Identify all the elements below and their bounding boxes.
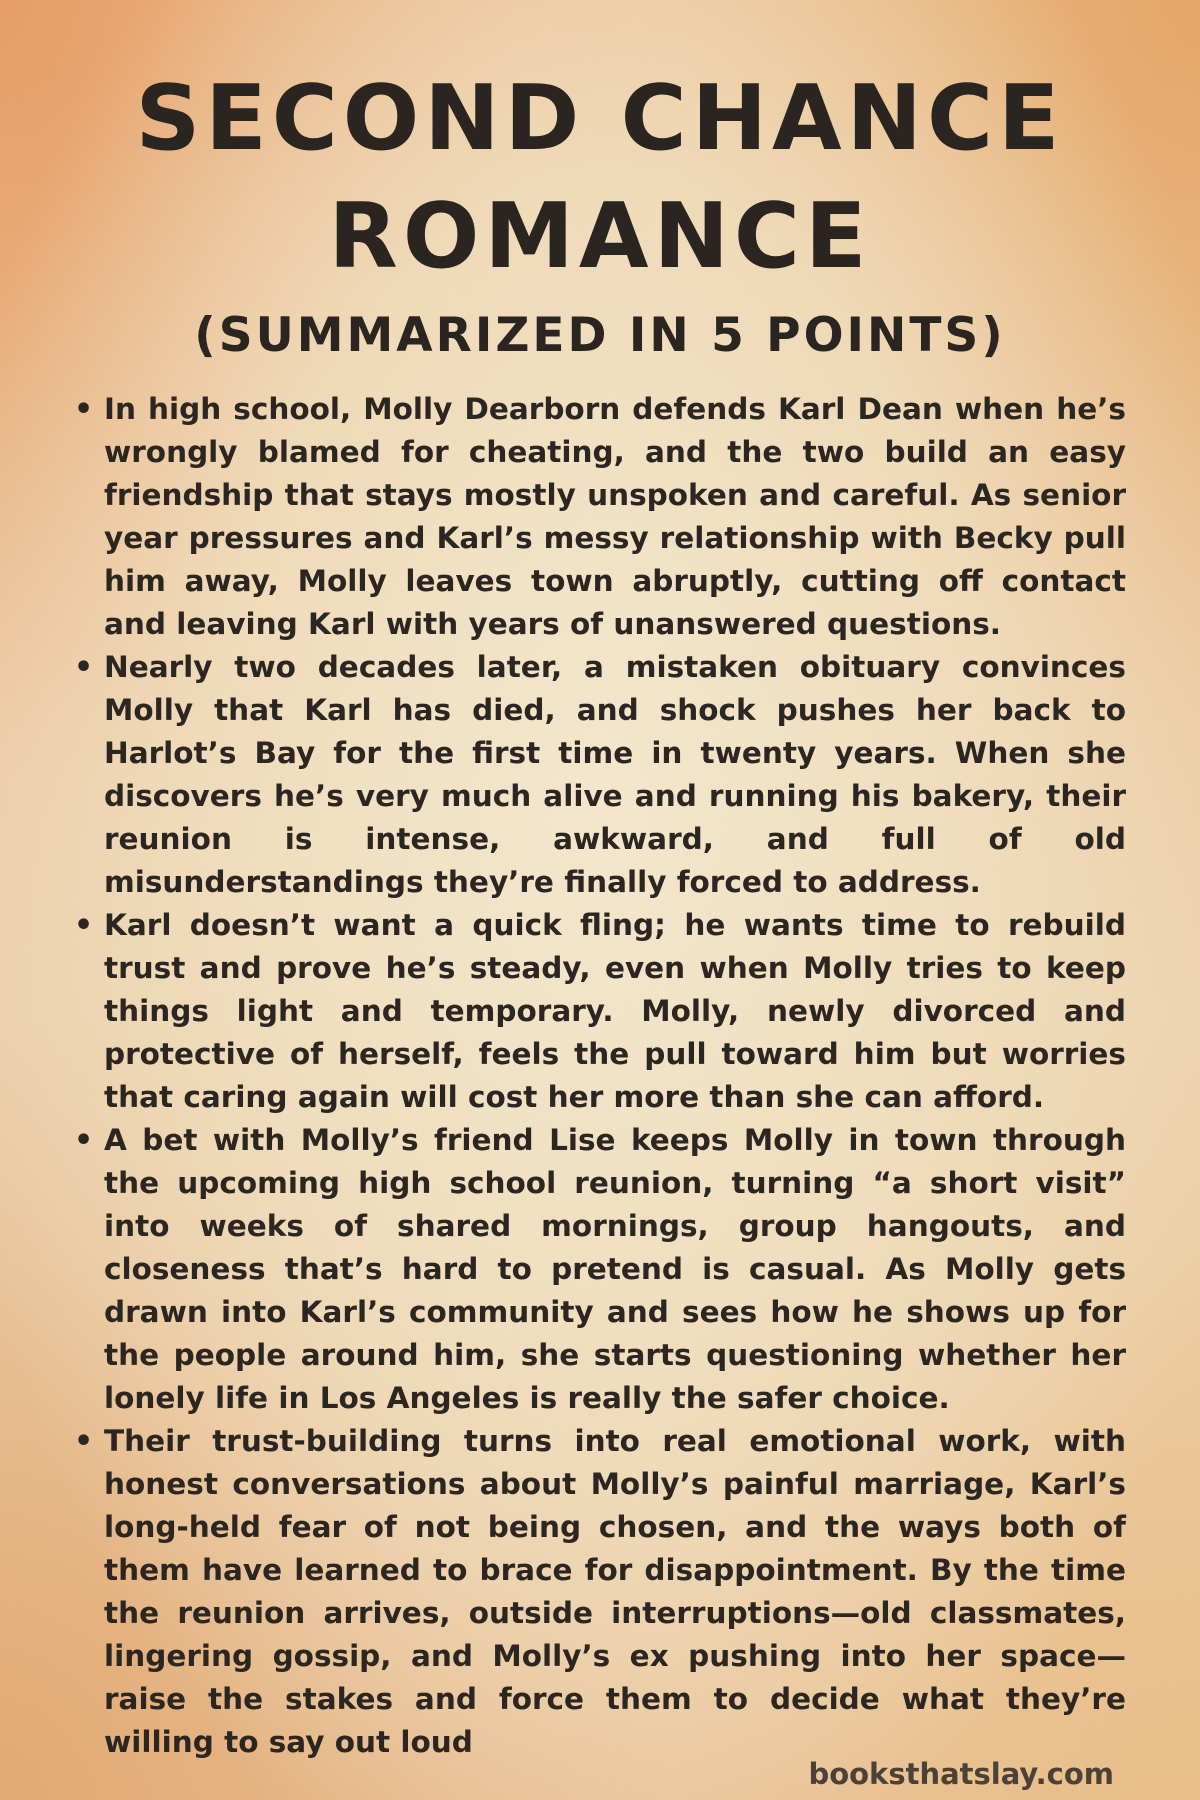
summary-point-text: Karl doesn’t want a quick fling; he wants time to rebuild trust and prove he’s steady, even when Molly tries to keep things light and temporary. Molly, newly divorced and protective of herself, feels the pull toward him but worries that caring again will cost her more than she can afford. bbox=[104, 908, 1126, 1114]
page-title bbox=[0, 60, 1200, 296]
bullet-icon: • bbox=[74, 1123, 94, 1158]
summary-point-text: A bet with Molly’s friend Lise keeps Molly in town through the upcoming high school reunion, turning “a short visit” into weeks of shared mornings, group hangouts, and closeness that’s hard to pretend is casual. As Molly gets drawn into Karl’s community and sees how he shows up for the people around him, she starts questioning whether her lonely life in Los Angeles is really the safer choice. bbox=[104, 1123, 1126, 1415]
bullet-icon: • bbox=[74, 392, 94, 427]
summary-point-text: Nearly two decades later, a mistaken obituary convinces Molly that Karl has died, and shock pushes her back to Harlot’s Bay for the first time in twenty years. When she discovers he’s very much alive and running his bakery, their reunion is intense, awkward, and full of old misunderstandings they’re finally forced to address. bbox=[104, 650, 1126, 899]
summary-point-text: Their trust-building turns into real emotional work, with honest conversations about Molly’s painful marriage, Karl’s long-held fear of not being chosen, and the ways both of them have learned to brace for disappointment. By the time the reunion arrives, outside interruptions—old classmates, lingering gossip, and Molly’s ex pushing into her space—raise the stakes and force them to decide what they’re willing to say out loud bbox=[104, 1424, 1126, 1759]
bullet-icon: • bbox=[74, 650, 94, 685]
site-watermark: booksthatslay.com bbox=[808, 1757, 1114, 1791]
bullet-icon: • bbox=[74, 908, 94, 943]
title-line-1: SECOND CHANCE bbox=[135, 66, 1065, 171]
summary-point-4 bbox=[68, 1119, 1126, 1420]
bullet-icon: • bbox=[74, 1424, 94, 1459]
page-subtitle: (SUMMARIZED IN 5 POINTS) bbox=[194, 308, 1006, 363]
title-line-2: ROMANCE bbox=[328, 184, 872, 289]
summary-point-2 bbox=[68, 646, 1126, 904]
summary-point-1 bbox=[68, 388, 1126, 646]
summary-point-text: In high school, Molly Dearborn defends Karl Dean when he’s wrongly blamed for cheating, and the two build an easy friendship that stays mostly unspoken and careful. As senior year pressures and Karl’s messy relationship with Becky pull him away, Molly leaves town abruptly, cutting off contact and leaving Karl with years of unanswered questions. bbox=[104, 392, 1126, 641]
summary-point-5 bbox=[68, 1420, 1126, 1764]
summary-point-3 bbox=[68, 904, 1126, 1119]
summary-points-list bbox=[68, 388, 1126, 1764]
